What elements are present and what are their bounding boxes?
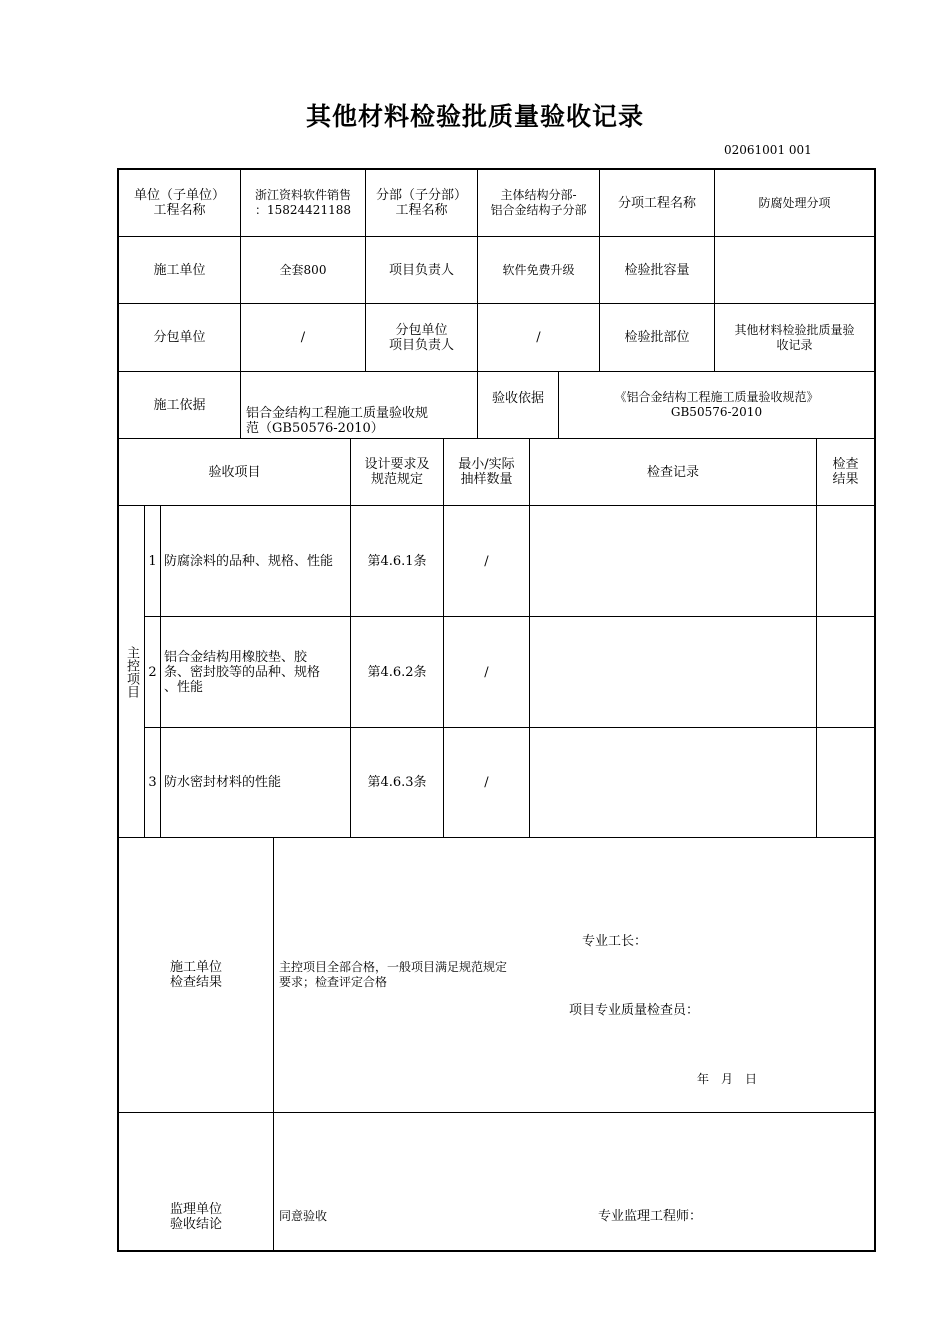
- row-1-sample: /: [484, 553, 489, 569]
- inspector-label: 项目专业质量检查员：: [569, 1002, 700, 1018]
- construction-text: [279, 960, 579, 992]
- sub-label-line2: 工程名称: [395, 203, 448, 218]
- unit-name-value: [241, 170, 365, 236]
- item-name-label: 分项工程名称: [617, 195, 696, 211]
- sub-project-label: [366, 170, 477, 236]
- construction-label: [119, 838, 273, 1112]
- subcontract-label: 分包单位: [153, 330, 206, 345]
- sub-label-line1: 分部（子分部）: [375, 188, 467, 203]
- part-value-line2: 收记录: [776, 337, 813, 352]
- construction-label-line1: 施工单位: [169, 960, 222, 975]
- construction-label-line2: 检查结果: [169, 975, 222, 990]
- column-sample-line1: 最小/实际: [458, 457, 515, 472]
- supervision-label-line1: 监理单位: [169, 1201, 222, 1217]
- accept-value: [559, 372, 874, 438]
- sub-manager-label: [366, 304, 477, 371]
- vline: [273, 837, 274, 1250]
- column-design-line2: 规范规定: [370, 472, 423, 487]
- sub-manager-value: /: [536, 330, 541, 345]
- row-3-text: [164, 728, 350, 837]
- row-2-sample: /: [484, 664, 489, 680]
- row-2-text-line1: 铝合金结构用橡胶垫、胶: [164, 649, 308, 665]
- item-name-value: 防腐处理分项: [758, 195, 831, 210]
- construction-text-line1: 主控项目全部合格，一般项目满足规范规定: [279, 960, 508, 974]
- sub-project-value: [478, 170, 599, 236]
- column-result-line1: 检查: [832, 457, 859, 472]
- capacity-label: 检验批容量: [624, 262, 690, 278]
- capacity-value: [715, 237, 874, 303]
- basis-value-line1: 铝合金结构工程施工质量验收规: [246, 406, 429, 421]
- sub-manager-label-line1: 分包单位: [395, 322, 448, 338]
- row-2-clause: 第4.6.2条: [367, 664, 427, 680]
- sub-value-line2: 铝合金结构子分部: [490, 203, 587, 217]
- vline: [160, 505, 161, 837]
- column-design: [351, 439, 443, 505]
- accept-value-line1: 《铝合金结构工程施工质量验收规范》: [614, 390, 819, 404]
- table-border-right: [874, 168, 876, 1252]
- basis-value-line2: 范（GB50576-2010）: [246, 421, 384, 436]
- row-1-clause: 第4.6.1条: [367, 553, 427, 569]
- manager-label: 项目负责人: [388, 262, 454, 278]
- date-label: 年 月 日: [697, 1071, 758, 1086]
- supervision-text: 同意验收: [279, 1208, 328, 1223]
- row-3-text-line1: 防水密封材料的性能: [164, 775, 282, 790]
- page-title: 其他材料检验批质量验收记录: [305, 102, 644, 131]
- basis-value: [246, 372, 476, 438]
- row-1-text: [164, 506, 350, 616]
- unit-value-line1: 浙江资料软件销售: [254, 188, 351, 202]
- unit-label-line2: 工程名称: [153, 203, 206, 218]
- unit-name-label: [119, 170, 240, 236]
- row-2-text-line3: 、性能: [164, 679, 204, 695]
- row-3-no: 3: [148, 775, 157, 790]
- column-record: 检查记录: [646, 464, 699, 480]
- column-result-line2: 结果: [832, 472, 859, 487]
- engineer-label: 专业监理工程师：: [598, 1208, 703, 1224]
- unit-value-line2: ：15824421188: [255, 203, 351, 217]
- group-label: [119, 506, 144, 837]
- row-2-text: [164, 617, 350, 727]
- supervision-label-line2: 验收结论: [169, 1216, 222, 1232]
- doc-code: 02061001 001: [724, 143, 812, 157]
- column-item: 验收项目: [208, 464, 261, 480]
- accept-value-line2: GB50576-2010: [670, 405, 763, 419]
- builder-label: 施工单位: [153, 262, 206, 278]
- subcontract-value: /: [300, 330, 306, 345]
- foreman-label: 专业工长：: [582, 933, 648, 949]
- basis-label: 施工依据: [153, 397, 206, 413]
- column-sample: [444, 439, 529, 505]
- sub-manager-label-line2: 项目负责人: [388, 337, 454, 353]
- accept-label: 验收依据: [491, 391, 544, 406]
- column-result: [817, 439, 874, 505]
- row-2-no: 2: [148, 664, 157, 680]
- part-value: [715, 304, 874, 371]
- supervision-label: [119, 1113, 273, 1320]
- group-label-text: 主控项目: [124, 645, 139, 698]
- column-sample-line2: 抽样数量: [460, 472, 513, 487]
- construction-text-line2: 要求；检查评定合格: [279, 975, 388, 989]
- builder-value: 全套800: [279, 262, 327, 277]
- row-3-sample: /: [484, 775, 489, 790]
- row-1-text-line1: 防腐涂料的品种、规格、性能: [164, 553, 334, 569]
- row-2-text-line2: 条、密封胶等的品种、规格: [164, 664, 321, 680]
- unit-label-line1: 单位（子单位）: [133, 188, 225, 203]
- manager-value: 软件免费升级: [502, 262, 575, 277]
- part-label: 检验批部位: [624, 330, 690, 345]
- part-value-line1: 其他材料检验批质量验: [734, 322, 855, 337]
- sub-value-line1: 主体结构分部-: [500, 188, 577, 202]
- row-1-no: 1: [148, 553, 157, 569]
- row-3-clause: 第4.6.3条: [367, 775, 427, 790]
- column-design-line1: 设计要求及: [364, 457, 430, 472]
